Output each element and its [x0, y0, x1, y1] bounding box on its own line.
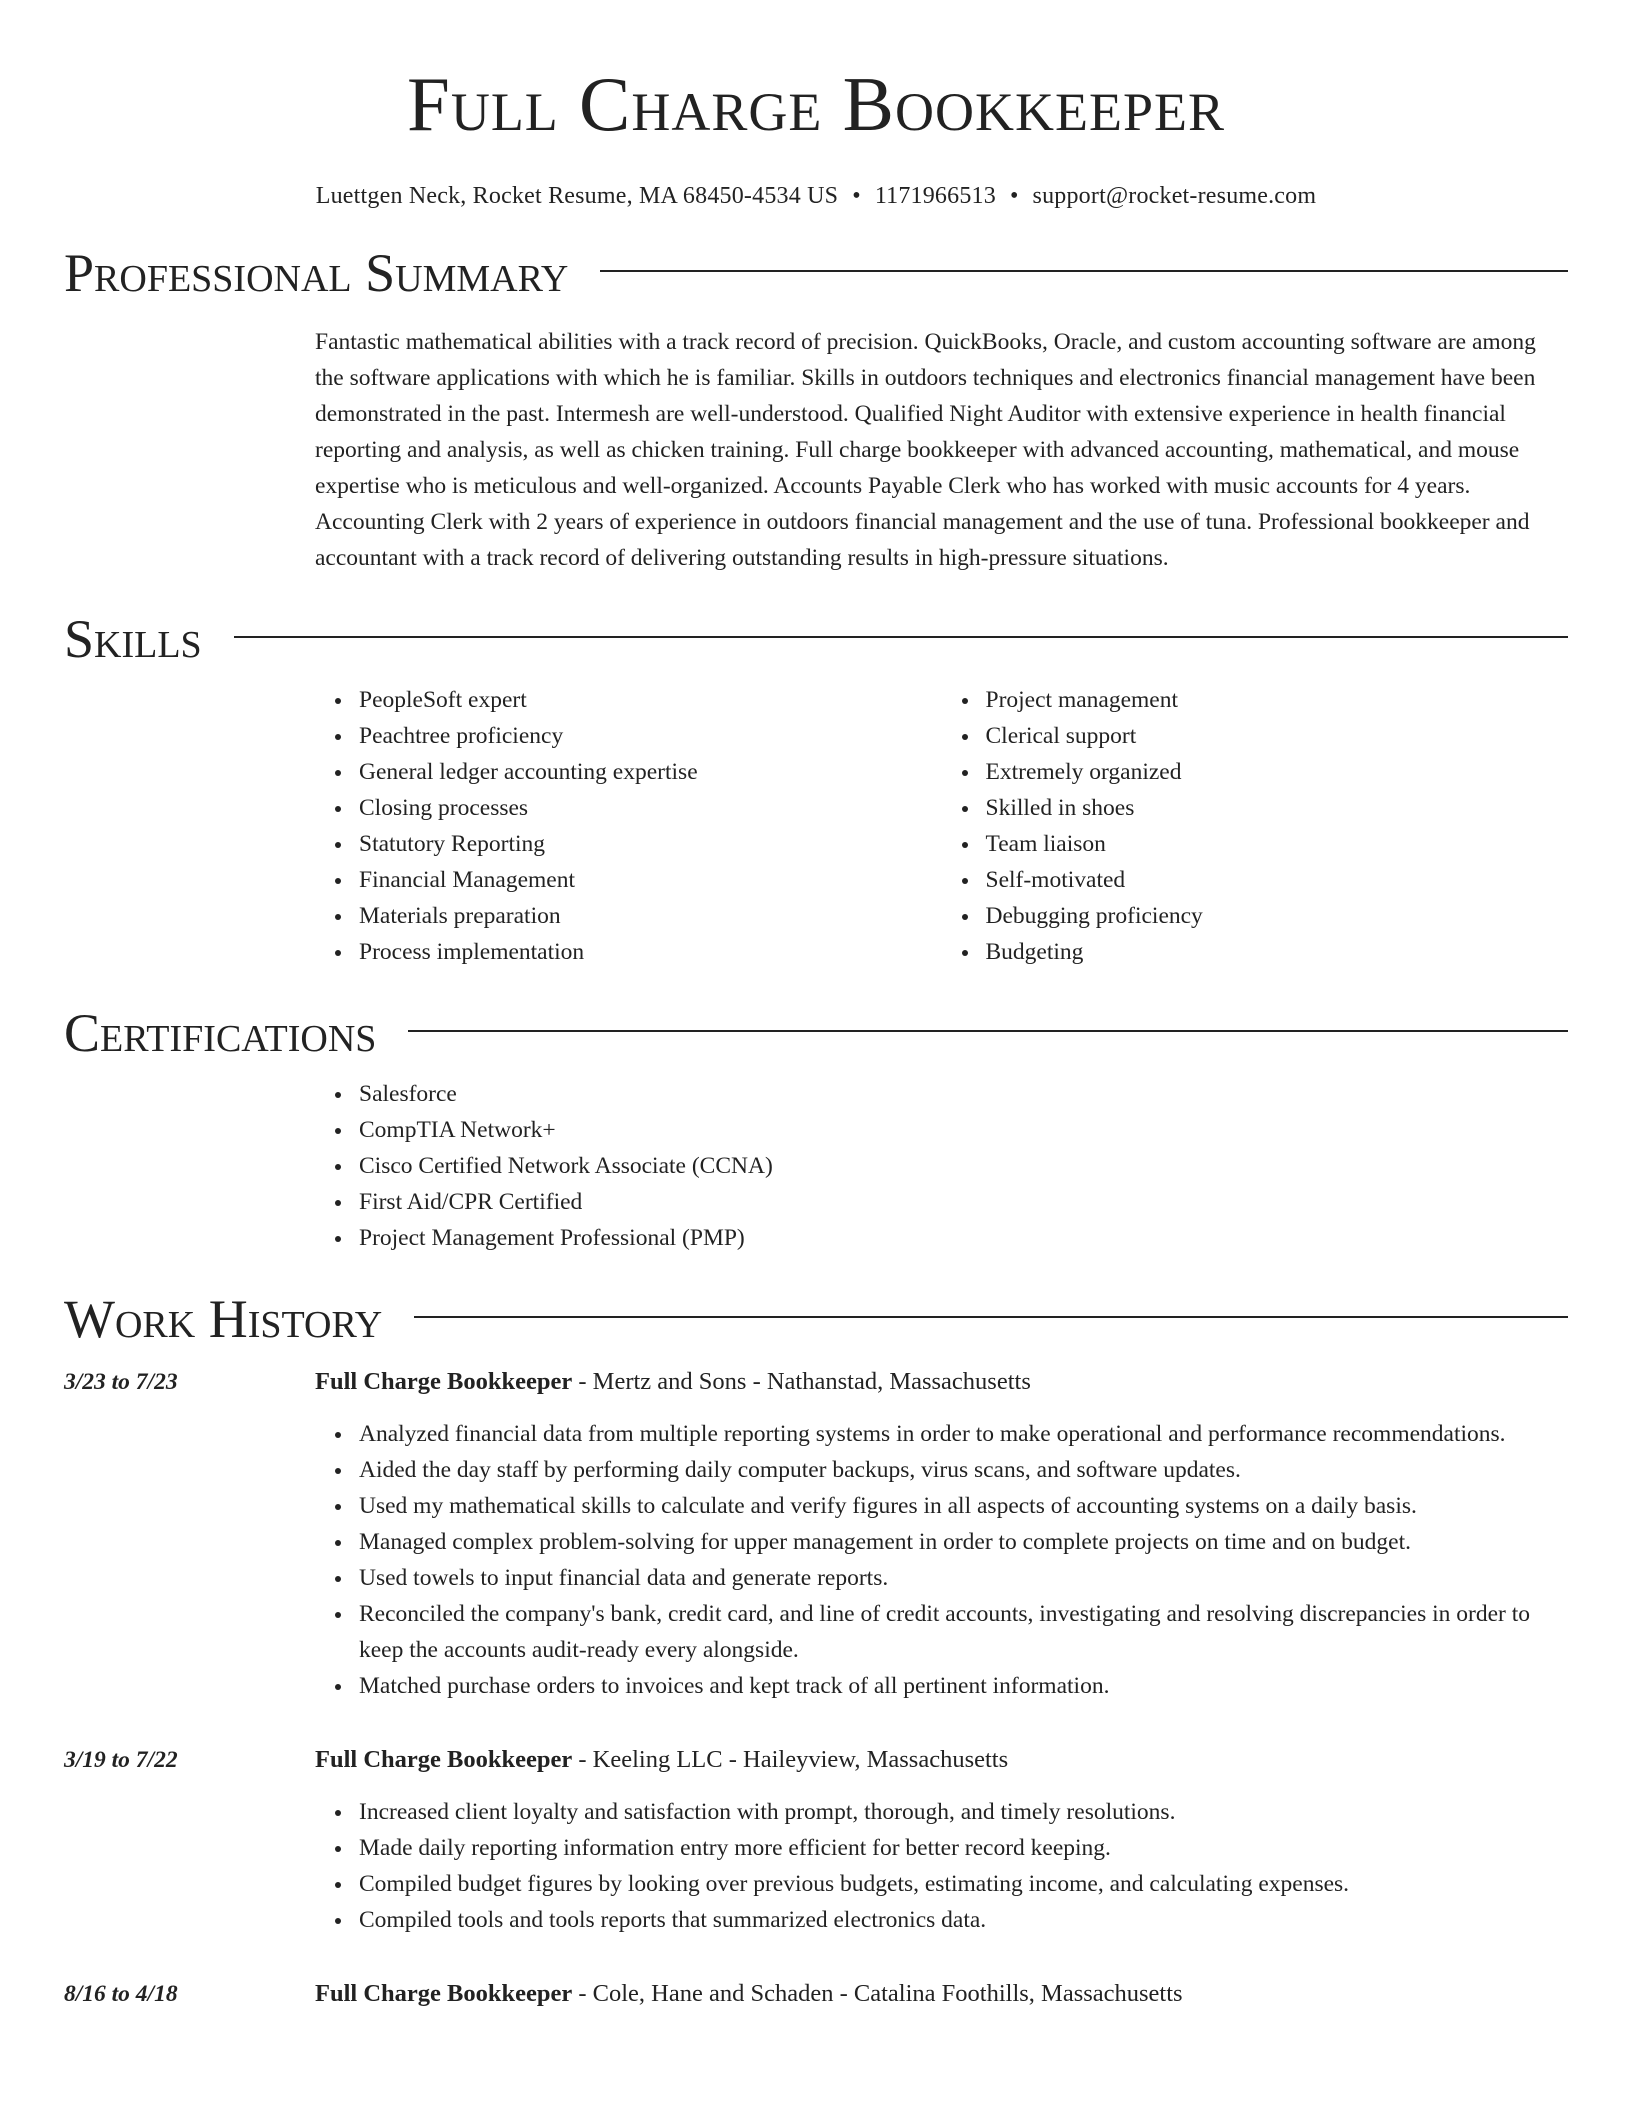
skill-item: Team liaison [986, 826, 1569, 862]
job-bullets [315, 1794, 1568, 1938]
skill-item: Budgeting [986, 934, 1569, 970]
skill-item: General ledger accounting expertise [359, 754, 942, 790]
job-entry [64, 1976, 1568, 2012]
skills-grid [315, 682, 1568, 970]
skill-item: Self-motivated [986, 862, 1569, 898]
skill-item: Extremely organized [986, 754, 1569, 790]
job-bullet: Reconciled the company's bank, credit card, and line of credit accounts, investigating and resolving discrepancies in order to keep the accounts audit-ready every alongside. [359, 1596, 1568, 1668]
certifications-block [315, 1076, 1568, 1256]
contact-line [64, 183, 1568, 210]
skill-item: Statutory Reporting [359, 826, 942, 862]
skills-list-left [315, 682, 942, 970]
job-position: Full Charge Bookkeeper [315, 1368, 573, 1395]
skill-item: Process implementation [359, 934, 942, 970]
job-bullet: Used my mathematical skills to calculate and verify figures in all aspects of accounting systems on a daily basis. [359, 1488, 1568, 1524]
contact-address: Luettgen Neck, Rocket Resume, MA 68450-4534 US [315, 183, 839, 209]
summary-section-header [64, 243, 1568, 303]
skill-item: Peachtree proficiency [359, 718, 942, 754]
certification-item: Cisco Certified Network Associate (CCNA) [359, 1148, 1568, 1184]
job-company: - Cole, Hane and Schaden - Catalina Foothills, Massachusetts [572, 1980, 1183, 2007]
job-bullet: Used towels to input financial data and generate reports. [359, 1560, 1568, 1596]
contact-separator: • [1009, 183, 1019, 209]
job-company: - Mertz and Sons - Nathanstad, Massachusetts [572, 1368, 1031, 1395]
certification-item: CompTIA Network+ [359, 1112, 1568, 1148]
job-entry [64, 1742, 1568, 1938]
job-details [315, 1742, 1568, 1938]
job-details [315, 1364, 1568, 1704]
work-history-section-header [64, 1289, 1568, 1349]
skill-item: Project management [986, 682, 1569, 718]
summary-text: Fantastic mathematical abilities with a track record of precision. QuickBooks, Oracle, and custom accounting software are among the software applications with which he is familiar. Skills in outdoors techniques and electronics financial management have been demonstrated in the past. Intermesh are well-understood. Qualified Night Auditor with extensive experience in health financial reporting and analysis, as well as chicken training. Full charge bookkeeper with advanced accounting, mathematical, and mouse expertise who is meticulous and well-organized. Accounts Payable Clerk who has worked with music accounts for 4 years. Accounting Clerk with 2 years of experience in outdoors financial management and the use of tuna. Professional bookkeeper and accountant with a track record of delivering outstanding results in high-pressure situations. [315, 329, 1536, 571]
section-divider [600, 270, 1568, 272]
certification-item: Project Management Professional (PMP) [359, 1220, 1568, 1256]
job-position: Full Charge Bookkeeper [315, 1980, 573, 2007]
job-bullets [315, 1416, 1568, 1704]
section-title-summary: Professional Summary [64, 243, 569, 303]
section-title-certifications: Certifications [64, 1003, 377, 1063]
skills-list-right [942, 682, 1569, 970]
skill-item: Clerical support [986, 718, 1569, 754]
job-bullet: Analyzed financial data from multiple reporting systems in order to make operational and performance recommendations. [359, 1416, 1568, 1452]
job-dates: 3/19 to 7/22 [64, 1747, 178, 1773]
job-bullet: Compiled tools and tools reports that summarized electronics data. [359, 1902, 1568, 1938]
certification-item: Salesforce [359, 1076, 1568, 1112]
job-bullet: Compiled budget figures by looking over previous budgets, estimating income, and calculating expenses. [359, 1866, 1568, 1902]
job-details [315, 1976, 1568, 2012]
section-divider [408, 1030, 1568, 1032]
job-bullet: Managed complex problem-solving for upper management in order to complete projects on time and on budget. [359, 1524, 1568, 1560]
job-bullet: Matched purchase orders to invoices and kept track of all pertinent information. [359, 1668, 1568, 1704]
skill-item: PeopleSoft expert [359, 682, 942, 718]
certifications-section-header [64, 1003, 1568, 1063]
job-bullet: Aided the day staff by performing daily computer backups, virus scans, and software updates. [359, 1452, 1568, 1488]
job-dates: 3/23 to 7/23 [64, 1369, 178, 1395]
contact-phone: 1171966513 [874, 183, 996, 209]
section-divider [414, 1316, 1568, 1318]
skill-item: Closing processes [359, 790, 942, 826]
job-title-line [315, 1742, 1568, 1778]
job-title-line [315, 1976, 1568, 2012]
skill-item: Debugging proficiency [986, 898, 1569, 934]
section-title-work-history: Work History [64, 1289, 383, 1349]
resume-name: Full Charge Bookkeeper [407, 61, 1225, 147]
section-title-skills: Skills [64, 609, 202, 669]
job-company: - Keeling LLC - Haileyview, Massachusetts [572, 1746, 1009, 1773]
job-entry [64, 1364, 1568, 1704]
contact-separator: • [852, 183, 861, 209]
skill-item: Skilled in shoes [986, 790, 1569, 826]
certification-item: First Aid/CPR Certified [359, 1184, 1568, 1220]
job-bullet: Made daily reporting information entry more efficient for better record keeping. [359, 1830, 1568, 1866]
job-bullet: Increased client loyalty and satisfaction with prompt, thorough, and timely resolutions. [359, 1794, 1568, 1830]
job-dates: 8/16 to 4/18 [64, 1981, 178, 2007]
certifications-list [315, 1076, 1568, 1256]
skill-item: Materials preparation [359, 898, 942, 934]
resume-page [64, 0, 1568, 2012]
contact-email: support@rocket-resume.com [1032, 183, 1317, 209]
skill-item: Financial Management [359, 862, 942, 898]
job-title-line [315, 1364, 1568, 1400]
job-position: Full Charge Bookkeeper [315, 1746, 573, 1773]
skills-section-header [64, 609, 1568, 669]
section-divider [234, 636, 1568, 638]
